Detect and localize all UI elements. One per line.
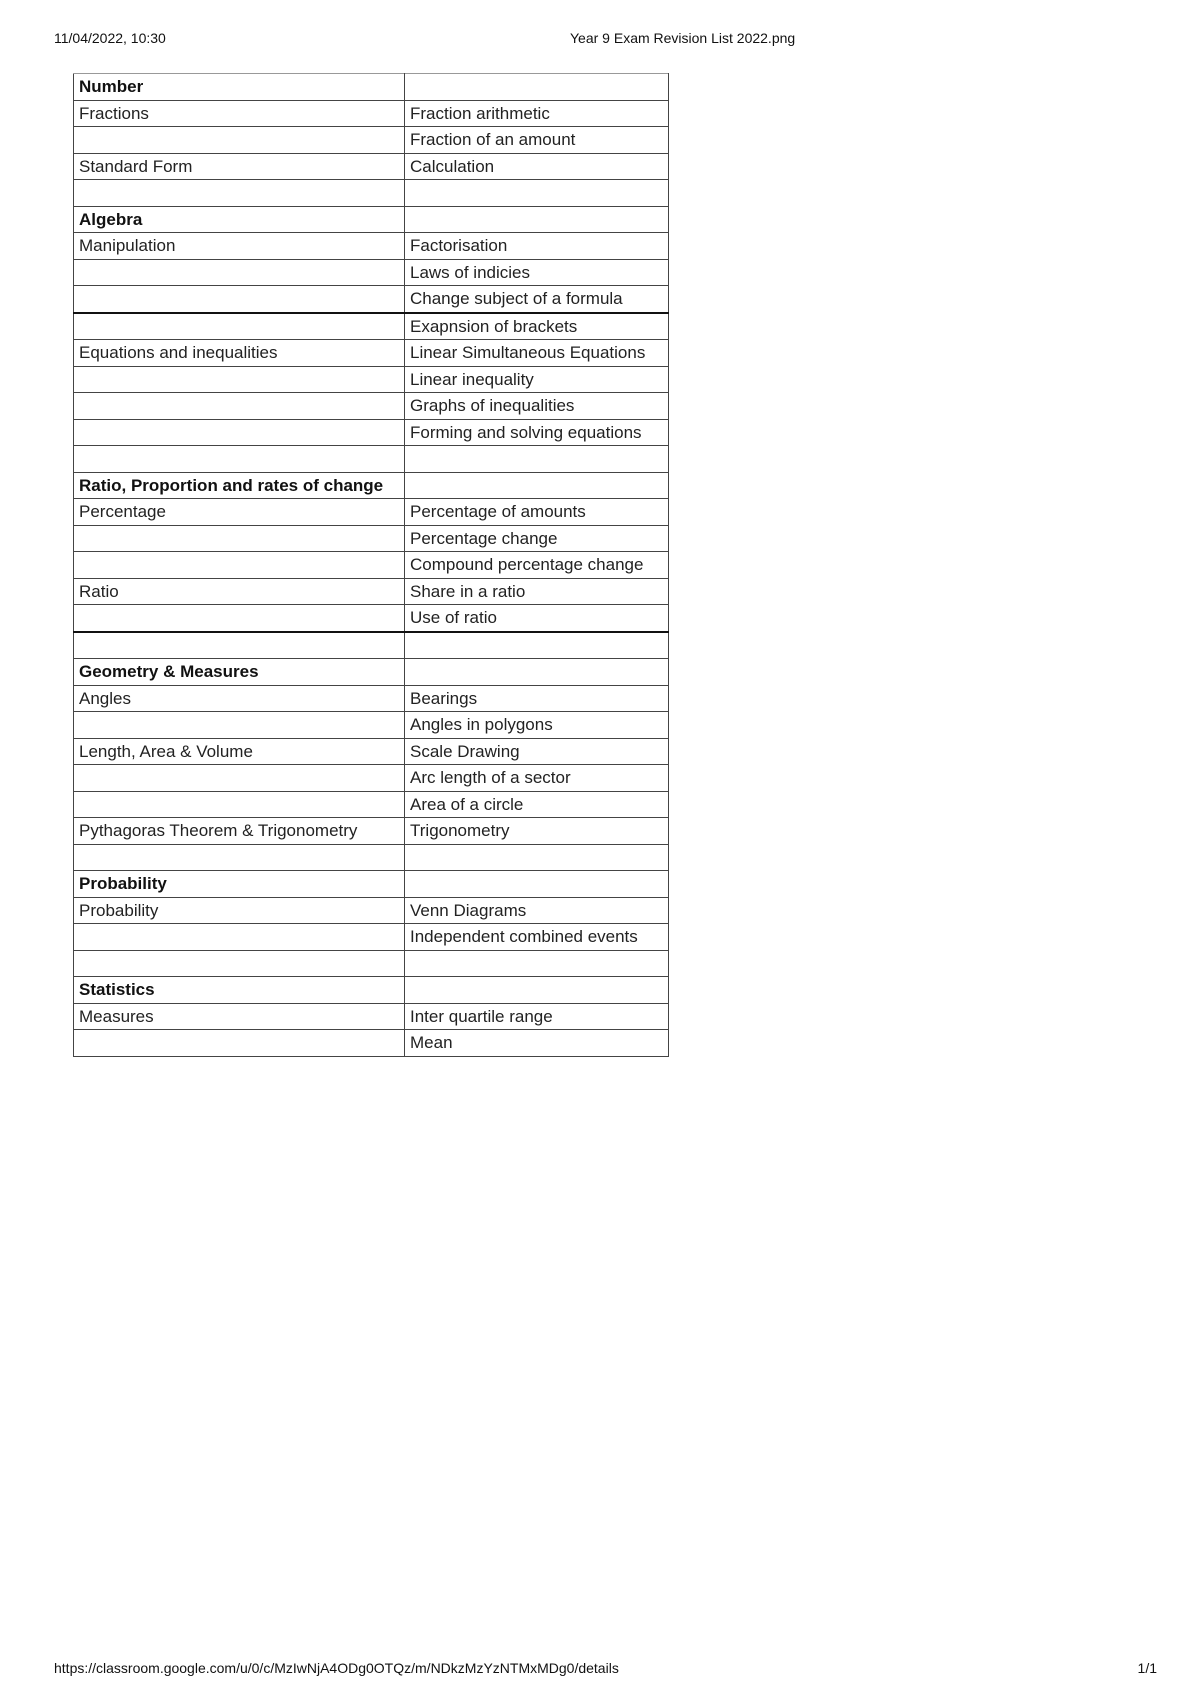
topic-cell — [74, 712, 405, 739]
topic-cell — [74, 259, 405, 286]
topic-cell — [74, 525, 405, 552]
table-row — [74, 950, 669, 977]
table-row — [74, 446, 669, 473]
table-row — [74, 1030, 669, 1057]
topic-cell — [74, 180, 405, 207]
subtopic-cell: Arc length of a sector — [405, 765, 669, 792]
subtopic-cell: Share in a ratio — [405, 578, 669, 605]
subtopic-cell — [405, 871, 669, 898]
topic-cell — [74, 393, 405, 420]
topic-cell — [74, 286, 405, 313]
topic-cell: Fractions — [74, 100, 405, 127]
topic-cell: Probability — [74, 897, 405, 924]
subtopic-cell: Percentage change — [405, 525, 669, 552]
topic-cell — [74, 632, 405, 659]
subtopic-cell — [405, 180, 669, 207]
topic-cell — [74, 127, 405, 154]
print-datetime: 11/04/2022, 10:30 — [54, 30, 166, 46]
section-title: Ratio, Proportion and rates of change — [74, 472, 405, 499]
topic-cell — [74, 446, 405, 473]
table-row — [74, 393, 669, 420]
topic-cell — [74, 313, 405, 340]
subtopic-cell: Exapnsion of brackets — [405, 313, 669, 340]
table-row — [74, 818, 669, 845]
subtopic-cell: Independent combined events — [405, 924, 669, 951]
table-row — [74, 525, 669, 552]
section-header-row — [74, 472, 669, 499]
topic-cell: Manipulation — [74, 233, 405, 260]
table-row — [74, 552, 669, 579]
topic-cell: Standard Form — [74, 153, 405, 180]
topic-cell — [74, 844, 405, 871]
topic-cell: Pythagoras Theorem & Trigonometry — [74, 818, 405, 845]
table-row — [74, 844, 669, 871]
table-row — [74, 153, 669, 180]
table-row — [74, 499, 669, 526]
topic-cell — [74, 950, 405, 977]
topic-cell — [74, 924, 405, 951]
subtopic-cell — [405, 977, 669, 1004]
section-title: Number — [74, 74, 405, 101]
table-row — [74, 605, 669, 632]
topic-cell — [74, 366, 405, 393]
table-row — [74, 897, 669, 924]
subtopic-cell: Angles in polygons — [405, 712, 669, 739]
subtopic-cell: Forming and solving equations — [405, 419, 669, 446]
subtopic-cell: Laws of indicies — [405, 259, 669, 286]
topic-cell: Equations and inequalities — [74, 340, 405, 367]
subtopic-cell: Change subject of a formula — [405, 286, 669, 313]
subtopic-cell: Percentage of amounts — [405, 499, 669, 526]
topic-cell: Percentage — [74, 499, 405, 526]
topic-cell — [74, 791, 405, 818]
topic-cell: Length, Area & Volume — [74, 738, 405, 765]
table-row — [74, 1003, 669, 1030]
table-row — [74, 685, 669, 712]
section-header-row — [74, 871, 669, 898]
section-header-row — [74, 977, 669, 1004]
topic-cell: Ratio — [74, 578, 405, 605]
section-header-row — [74, 206, 669, 233]
subtopic-cell — [405, 844, 669, 871]
subtopic-cell: Linear Simultaneous Equations — [405, 340, 669, 367]
section-header-row — [74, 659, 669, 686]
table-row — [74, 340, 669, 367]
document-title: Year 9 Exam Revision List 2022.png — [570, 30, 796, 46]
table-row — [74, 738, 669, 765]
subtopic-cell: Factorisation — [405, 233, 669, 260]
subtopic-cell: Use of ratio — [405, 605, 669, 632]
subtopic-cell: Trigonometry — [405, 818, 669, 845]
topic-cell: Angles — [74, 685, 405, 712]
section-title: Algebra — [74, 206, 405, 233]
subtopic-cell: Venn Diagrams — [405, 897, 669, 924]
table-row — [74, 100, 669, 127]
subtopic-cell — [405, 206, 669, 233]
subtopic-cell: Fraction arithmetic — [405, 100, 669, 127]
topic-cell — [74, 419, 405, 446]
subtopic-cell: Calculation — [405, 153, 669, 180]
topic-cell — [74, 1030, 405, 1057]
topic-cell — [74, 605, 405, 632]
table-row — [74, 791, 669, 818]
table-row — [74, 259, 669, 286]
table-row — [74, 632, 669, 659]
topic-cell: Measures — [74, 1003, 405, 1030]
subtopic-cell: Fraction of an amount — [405, 127, 669, 154]
table-row — [74, 578, 669, 605]
subtopic-cell: Linear inequality — [405, 366, 669, 393]
table-row — [74, 180, 669, 207]
subtopic-cell: Inter quartile range — [405, 1003, 669, 1030]
subtopic-cell — [405, 74, 669, 101]
subtopic-cell — [405, 950, 669, 977]
table-row — [74, 313, 669, 340]
revision-list-body — [74, 74, 669, 1057]
table-row — [74, 712, 669, 739]
revision-list-table — [73, 73, 669, 1057]
table-row — [74, 419, 669, 446]
subtopic-cell: Compound percentage change — [405, 552, 669, 579]
subtopic-cell: Bearings — [405, 685, 669, 712]
section-title: Probability — [74, 871, 405, 898]
source-url[interactable]: https://classroom.google.com/u/0/c/MzIwNjA4ODg0OTQz/m/NDkzMzYzNTMxMDg0/details — [54, 1660, 619, 1676]
table-row — [74, 924, 669, 951]
subtopic-cell — [405, 659, 669, 686]
table-row — [74, 127, 669, 154]
subtopic-cell: Mean — [405, 1030, 669, 1057]
topic-cell — [74, 552, 405, 579]
subtopic-cell — [405, 446, 669, 473]
table-row — [74, 233, 669, 260]
table-row — [74, 366, 669, 393]
subtopic-cell — [405, 632, 669, 659]
section-header-row — [74, 74, 669, 101]
section-title: Statistics — [74, 977, 405, 1004]
subtopic-cell: Graphs of inequalities — [405, 393, 669, 420]
subtopic-cell: Area of a circle — [405, 791, 669, 818]
table-row — [74, 286, 669, 313]
subtopic-cell: Scale Drawing — [405, 738, 669, 765]
table-row — [74, 765, 669, 792]
subtopic-cell — [405, 472, 669, 499]
page-number: 1/1 — [1137, 1660, 1157, 1676]
section-title: Geometry & Measures — [74, 659, 405, 686]
topic-cell — [74, 765, 405, 792]
